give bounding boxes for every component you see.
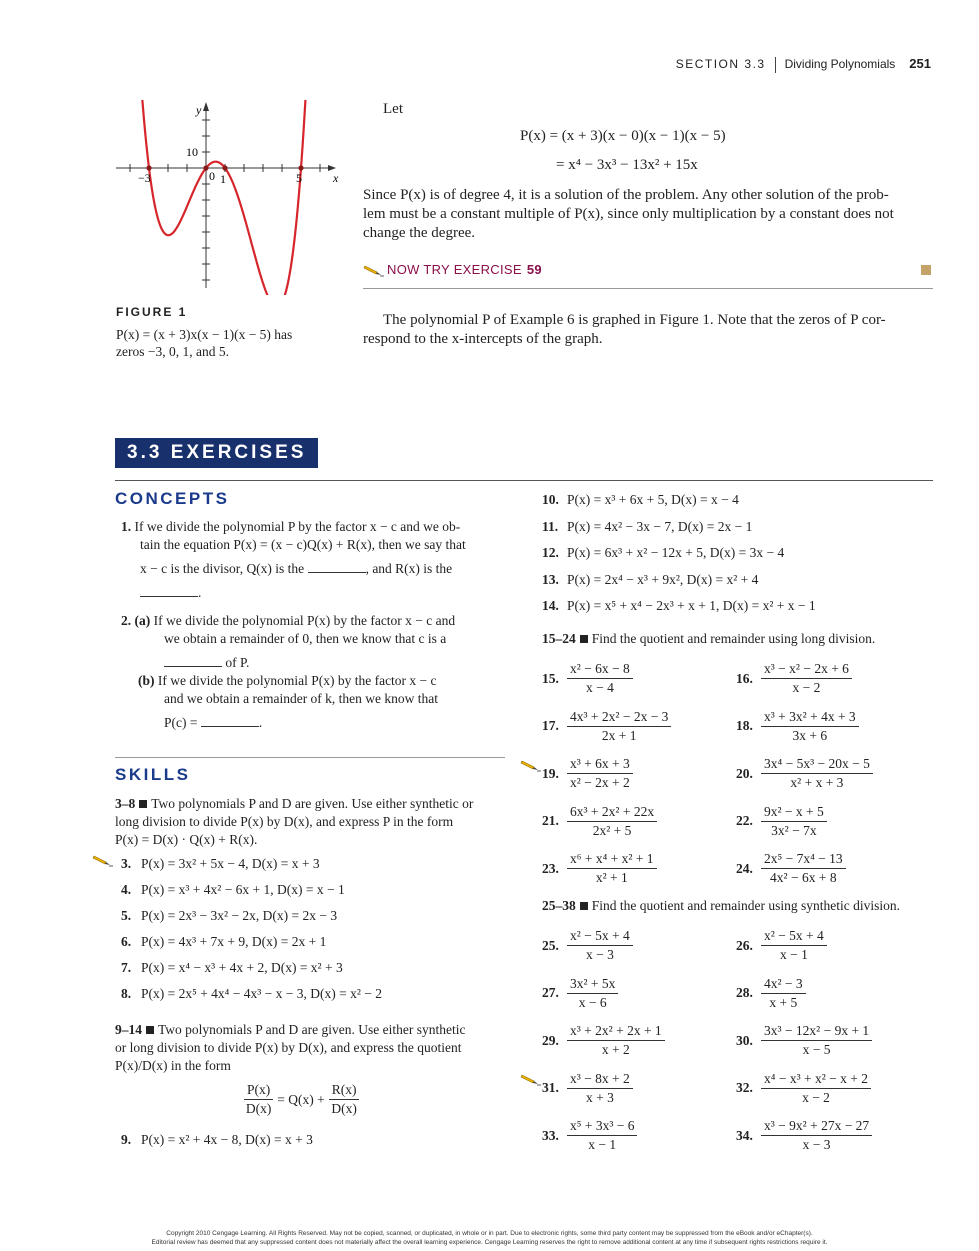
form-middle: = Q(x) + — [277, 1091, 325, 1107]
fraction-denominator: x − 6 — [578, 994, 607, 1010]
fraction-denominator: x − 2 — [792, 680, 821, 696]
question-text: . — [198, 585, 202, 600]
fraction-exercise — [736, 661, 934, 696]
section-title: Dividing Polynomials — [784, 57, 896, 71]
skills-divider — [115, 757, 505, 758]
question-text: x − c is the divisor, Q(x) is the — [140, 561, 305, 576]
fraction-exercise — [542, 756, 736, 791]
fraction-denominator: x + 5 — [769, 994, 798, 1010]
exercise-number: 28. — [736, 985, 753, 1001]
exercise-number: 25. — [542, 937, 559, 953]
pencil-icon — [363, 263, 385, 277]
exercise-number: 10. — [542, 492, 559, 507]
fraction-numerator: 6x³ + 2x² + 22x — [567, 804, 657, 822]
fraction — [761, 976, 806, 1011]
exercise-item — [542, 544, 816, 571]
exercise-row — [542, 1065, 934, 1113]
fraction-exercise — [736, 1118, 934, 1153]
square-bullet-icon — [146, 1026, 154, 1034]
fraction-denominator: x − 3 — [802, 1137, 831, 1153]
equation-line1: P(x) = (x + 3)(x − 0)(x − 1)(x − 5) — [520, 128, 726, 144]
exercise-number: 3. — [121, 856, 132, 871]
concept-question-1 — [121, 518, 506, 602]
exercise-number: 8. — [121, 986, 132, 1001]
concept-question-2 — [121, 612, 506, 732]
x-tick-label-5: 5 — [296, 171, 302, 185]
instruction-text: Two polynomials P and D are given. Use either synthetic — [158, 1022, 466, 1037]
fraction-denominator: 3x + 6 — [792, 727, 828, 743]
exercise-item — [121, 959, 382, 985]
exercise-number: 17. — [542, 718, 559, 734]
exercise-range: 25–38 — [542, 898, 576, 913]
exercise-text: P(x) = x⁴ − x³ + 4x + 2, D(x) = x² + 3 — [141, 960, 343, 975]
banner-rule — [115, 480, 933, 481]
copyright-footer — [0, 1229, 979, 1247]
fraction-numerator: x⁵ + 3x³ − 6 — [567, 1118, 637, 1136]
exercise-number: 21. — [542, 813, 559, 829]
fraction-numerator: 3x⁴ − 5x³ − 20x − 5 — [761, 756, 873, 774]
header-divider — [775, 57, 776, 73]
square-bullet-icon — [580, 635, 588, 643]
exercise-number: 34. — [736, 1127, 753, 1143]
fraction-exercise — [542, 709, 736, 744]
running-header — [676, 56, 931, 73]
exercise-number: 19. — [542, 765, 559, 781]
fraction-exercise — [542, 928, 736, 963]
instruction-text: P(x) = D(x) · Q(x) + R(x). — [115, 832, 258, 847]
fraction-numerator: 3x³ − 12x² − 9x + 1 — [761, 1023, 872, 1041]
example-paragraph-line: change the degree. — [363, 225, 476, 241]
answer-blank[interactable] — [164, 654, 222, 667]
answer-blank[interactable] — [140, 584, 198, 597]
exercise-item — [542, 571, 816, 598]
exercise-number: 22. — [736, 813, 753, 829]
now-try-number: 59 — [526, 262, 542, 277]
example-paragraph — [363, 186, 933, 243]
long-division-exercises — [542, 655, 934, 893]
fraction — [761, 851, 846, 886]
graph-note-line: The polynomial P of Example 6 is graphed in Figure 1. Note that the zeros of P cor- — [383, 312, 886, 328]
fraction — [761, 1071, 871, 1106]
exercise-text: P(x) = 2x³ − 3x² − 2x, D(x) = 2x − 3 — [141, 908, 338, 923]
exercise-number: 5. — [121, 908, 132, 923]
exercise-range: 3–8 — [115, 796, 136, 811]
exercise-range: 9–14 — [115, 1022, 142, 1037]
pencil-icon — [92, 853, 114, 867]
exercise-item — [121, 881, 382, 907]
fraction-numerator: x³ + 2x² + 2x + 1 — [567, 1023, 665, 1041]
fraction — [567, 851, 657, 886]
fraction-denominator: x − 1 — [779, 947, 808, 963]
fraction — [567, 661, 633, 696]
x-tick-label-1: 1 — [220, 172, 226, 186]
end-of-example-marker — [921, 265, 931, 275]
square-bullet-icon — [580, 902, 588, 910]
form-denominator: D(x) — [245, 1101, 272, 1116]
origin-label: 0 — [209, 169, 215, 183]
exercise-row — [542, 1112, 934, 1160]
exercise-number: 24. — [736, 860, 753, 876]
zero-point — [298, 165, 303, 170]
fraction — [761, 661, 852, 696]
fraction-numerator: x³ + 3x² + 4x + 3 — [761, 709, 859, 727]
now-try-link[interactable] — [363, 262, 542, 277]
fraction-denominator: 3x² − 7x — [771, 822, 817, 838]
fraction — [761, 928, 827, 963]
exercise-number: 4. — [121, 882, 132, 897]
question-number: 2. — [121, 613, 132, 628]
skills-instructions-9-14 — [115, 1021, 507, 1075]
fraction — [761, 756, 873, 791]
zero-point — [203, 165, 208, 170]
fraction-exercise — [736, 804, 934, 839]
figure-caption — [116, 326, 292, 360]
exercise-number: 15. — [542, 670, 559, 686]
fraction — [567, 1071, 633, 1106]
fraction-exercise — [736, 851, 934, 886]
question-text: of P. — [225, 655, 250, 670]
fraction-denominator: x − 2 — [802, 1089, 830, 1105]
question-text: tain the equation P(x) = (x − c)Q(x) + R(x), then we say that — [140, 537, 466, 552]
fraction-numerator: x⁶ + x⁴ + x² + 1 — [567, 851, 657, 869]
exercise-row — [542, 922, 934, 970]
exercise-item — [121, 855, 382, 881]
fraction — [761, 1023, 872, 1058]
zero-point — [222, 165, 227, 170]
part-label: (a) — [134, 613, 151, 628]
skills-list-3-8 — [121, 855, 382, 1011]
exercise-number: 6. — [121, 934, 132, 949]
fraction — [567, 1023, 665, 1058]
exercise-text: P(x) = 6x³ + x² − 12x + 5, D(x) = 3x − 4 — [567, 545, 785, 560]
fraction-exercise — [736, 1023, 934, 1058]
section-label: SECTION 3.3 — [675, 57, 766, 71]
footer-line: Copyright 2010 Cengage Learning. All Rights Reserved. May not be copied, scanned, or duplicated, in whole or in part. Due to electronic rights, some third party content may be suppressed from the eBook and/or eChapter(s). — [166, 1230, 813, 1237]
page-number: 251 — [909, 56, 931, 71]
exercise-9 — [121, 1131, 313, 1149]
exercise-row — [542, 970, 934, 1018]
fraction-exercise — [736, 928, 934, 963]
exercise-number: 20. — [736, 765, 753, 781]
exercise-number: 11. — [542, 518, 559, 534]
now-try-label: NOW TRY EXERCISE — [387, 262, 522, 277]
exercises-banner: 3.3 EXERCISES — [115, 438, 318, 468]
exercise-number: 16. — [736, 670, 753, 686]
exercise-row — [542, 703, 934, 751]
fraction-exercise — [542, 1071, 736, 1106]
exercise-text: P(x) = x² + 4x − 8, D(x) = x + 3 — [141, 1132, 313, 1147]
skills-heading: SKILLS — [115, 765, 191, 784]
exercise-number: 14. — [542, 598, 559, 613]
fraction-numerator: 4x² − 3 — [761, 976, 806, 994]
fraction-numerator: x⁴ − x³ + x² − x + 2 — [761, 1071, 871, 1089]
x-tick-label-neg3: −3 — [138, 171, 151, 185]
fraction-exercise — [542, 1118, 736, 1153]
form-numerator: P(x) — [244, 1082, 273, 1100]
exercise-row — [542, 1017, 934, 1065]
example-paragraph-line: lem must be a constant multiple of P(x), since only multiplication by a constant does not — [363, 206, 894, 222]
instruction-text: P(x)/D(x) in the form — [115, 1058, 231, 1073]
exercises-10-14 — [542, 491, 816, 624]
exercise-item — [542, 491, 816, 518]
y-axis-label: y — [196, 103, 202, 117]
y-tick-label-10: 10 — [186, 145, 198, 159]
exercise-row — [542, 798, 934, 846]
fraction-exercise — [542, 1023, 736, 1058]
graph-note-paragraph — [363, 311, 933, 349]
fraction-exercise — [542, 661, 736, 696]
exercise-text: P(x) = 3x² + 5x − 4, D(x) = x + 3 — [141, 856, 320, 871]
fraction-exercise — [542, 976, 736, 1011]
fraction-exercise — [736, 709, 934, 744]
exercise-number: 29. — [542, 1032, 559, 1048]
fraction-exercise — [736, 756, 934, 791]
pencil-icon — [520, 1072, 542, 1086]
form-numerator: R(x) — [329, 1082, 360, 1100]
exercise-number: 32. — [736, 1080, 753, 1096]
fraction — [567, 756, 633, 791]
fraction-exercise — [736, 1071, 934, 1106]
exercise-number: 18. — [736, 718, 753, 734]
figure-caption-line2: zeros −3, 0, 1, and 5. — [116, 344, 229, 359]
example-paragraph-line: Since P(x) is of degree 4, it is a solution of the problem. Any other solution of the prob- — [363, 187, 889, 203]
exercise-number: 26. — [736, 937, 753, 953]
question-text: we obtain a remainder of 0, then we know that c is a — [164, 631, 447, 646]
fraction — [761, 709, 859, 744]
square-bullet-icon — [139, 800, 147, 808]
synthetic-division-instructions — [542, 897, 934, 915]
exercise-number: 30. — [736, 1032, 753, 1048]
fraction-numerator: x³ − 8x + 2 — [567, 1071, 633, 1089]
instruction-text: or long division to divide P(x) by D(x), and express the quotient — [115, 1040, 462, 1055]
question-text: If we divide the polynomial P(x) by the factor x − c and — [153, 613, 456, 628]
exercise-number: 31. — [542, 1080, 559, 1096]
exercise-text: P(x) = 4x² − 3x − 7, D(x) = 2x − 1 — [567, 518, 753, 534]
exercise-number: 23. — [542, 860, 559, 876]
instruction-text: long division to divide P(x) by D(x), and express P in the form — [115, 814, 454, 829]
graph-note-line: respond to the x-intercepts of the graph. — [363, 331, 603, 347]
concepts-heading: CONCEPTS — [115, 489, 230, 508]
fraction-denominator: x + 3 — [585, 1089, 614, 1105]
synthetic-division-exercises — [542, 922, 934, 1160]
exercise-item — [542, 597, 816, 624]
question-text: and we obtain a remainder of k, then we know that — [164, 691, 439, 706]
exercise-text: P(x) = 2x⁵ + 4x⁴ − 4x³ − x − 3, D(x) = x² − 2 — [141, 986, 383, 1001]
exercise-number: 13. — [542, 571, 559, 587]
fraction-numerator: 2x⁵ − 7x⁴ − 13 — [761, 851, 846, 869]
fraction — [567, 928, 633, 963]
fraction-numerator: x³ + 6x + 3 — [567, 756, 633, 774]
exercise-text: P(x) = 2x⁴ − x³ + 9x², D(x) = x² + 4 — [567, 571, 759, 587]
fraction-denominator: x − 3 — [585, 947, 614, 963]
exercise-number: 7. — [121, 960, 132, 975]
fraction-numerator: 3x² + 5x — [567, 976, 618, 994]
form-denominator: D(x) — [331, 1101, 357, 1116]
fraction-exercise — [542, 851, 736, 886]
fraction — [567, 709, 671, 744]
exercise-item — [121, 907, 382, 933]
question-number: 1. — [121, 519, 132, 534]
example-divider — [363, 288, 933, 289]
let-text: Let — [383, 101, 403, 117]
exercise-item — [121, 985, 382, 1011]
question-text: If we divide the polynomial P(x) by the factor x − c — [157, 673, 437, 688]
fraction-numerator: x³ − x² − 2x + 6 — [761, 661, 852, 679]
exercise-range: 15–24 — [542, 631, 576, 646]
figure-label: FIGURE 1 — [116, 305, 188, 319]
exercise-row — [542, 845, 934, 893]
fraction — [567, 804, 657, 839]
fraction-denominator: x² + 1 — [595, 870, 628, 886]
exercise-item — [542, 518, 816, 545]
exercise-text: P(x) = x⁵ + x⁴ − 2x³ + x + 1, D(x) = x² + x − 1 — [567, 598, 816, 613]
fraction-denominator: x² − 2x + 2 — [570, 775, 630, 791]
fraction — [567, 1118, 637, 1153]
fraction-denominator: 2x + 1 — [601, 727, 637, 743]
instruction-text: Find the quotient and remainder using synthetic division. — [591, 898, 900, 913]
exercise-row — [542, 655, 934, 703]
answer-blank[interactable] — [308, 560, 366, 573]
part-label: (b) — [138, 673, 155, 688]
exercise-number: 33. — [542, 1127, 559, 1143]
question-text: . — [258, 715, 263, 730]
polynomial-curve — [140, 100, 312, 295]
fraction-exercise — [736, 976, 934, 1011]
fraction — [761, 1118, 872, 1153]
instruction-text: Two polynomials P and D are given. Use either synthetic or — [151, 796, 474, 811]
x-axis-label: x — [333, 171, 339, 185]
exercise-item — [121, 933, 382, 959]
fraction — [761, 804, 827, 839]
fraction-denominator: 4x² − 6x + 8 — [770, 870, 837, 886]
exercise-text: P(x) = x³ + 6x + 5, D(x) = x − 4 — [567, 492, 739, 507]
figure-1-graph — [112, 100, 347, 295]
y-axis-arrow — [203, 102, 209, 111]
fraction-exercise — [542, 804, 736, 839]
fraction-denominator: x − 1 — [588, 1137, 617, 1153]
fraction-denominator: x − 4 — [585, 680, 614, 696]
figure-caption-line1: P(x) = (x + 3)x(x − 1)(x − 5) has — [116, 327, 293, 342]
exercise-number: 12. — [542, 545, 559, 560]
fraction — [567, 976, 618, 1011]
equation-line2: = x⁴ − 3x³ − 13x² + 15x — [556, 157, 698, 173]
fraction-numerator: x² − 6x − 8 — [567, 661, 633, 679]
exercise-text: P(x) = 4x³ + 7x + 9, D(x) = 2x + 1 — [141, 934, 327, 949]
fraction-denominator: x − 5 — [802, 1042, 831, 1058]
long-division-instructions — [542, 630, 934, 648]
quotient-form — [244, 1082, 359, 1117]
pencil-icon — [520, 758, 542, 772]
fraction-numerator: 4x³ + 2x² − 2x − 3 — [567, 709, 671, 727]
fraction-numerator: 9x² − x + 5 — [761, 804, 827, 822]
exercise-number: 27. — [542, 985, 559, 1001]
fraction-numerator: x³ − 9x² + 27x − 27 — [761, 1118, 872, 1136]
fraction-numerator: x² − 5x + 4 — [567, 928, 633, 946]
footer-line: Editorial review has deemed that any suppressed content does not materially affect the overall learning experience. Cengage Learning reserves the right to remove additional content at any time if subsequent rights restrictions require it. — [151, 1239, 828, 1246]
exercise-row — [542, 750, 934, 798]
fraction-denominator: x² + x + 3 — [790, 775, 844, 791]
fraction-denominator: 2x² + 5 — [592, 822, 632, 838]
question-text: , and R(x) is the — [365, 561, 453, 576]
fraction-numerator: x² − 5x + 4 — [761, 928, 827, 946]
skills-instructions-3-8 — [115, 795, 507, 849]
instruction-text: Find the quotient and remainder using long division. — [591, 631, 876, 646]
fraction-denominator: x + 2 — [601, 1042, 630, 1058]
question-text: If we divide the polynomial P by the factor x − c and we ob- — [134, 519, 461, 534]
exercise-text: P(x) = x³ + 4x² − 6x + 1, D(x) = x − 1 — [141, 882, 345, 897]
zero-point — [146, 165, 151, 170]
question-text: P(c) = — [164, 715, 198, 730]
answer-blank[interactable] — [201, 714, 259, 727]
exercise-number: 9. — [121, 1132, 132, 1147]
